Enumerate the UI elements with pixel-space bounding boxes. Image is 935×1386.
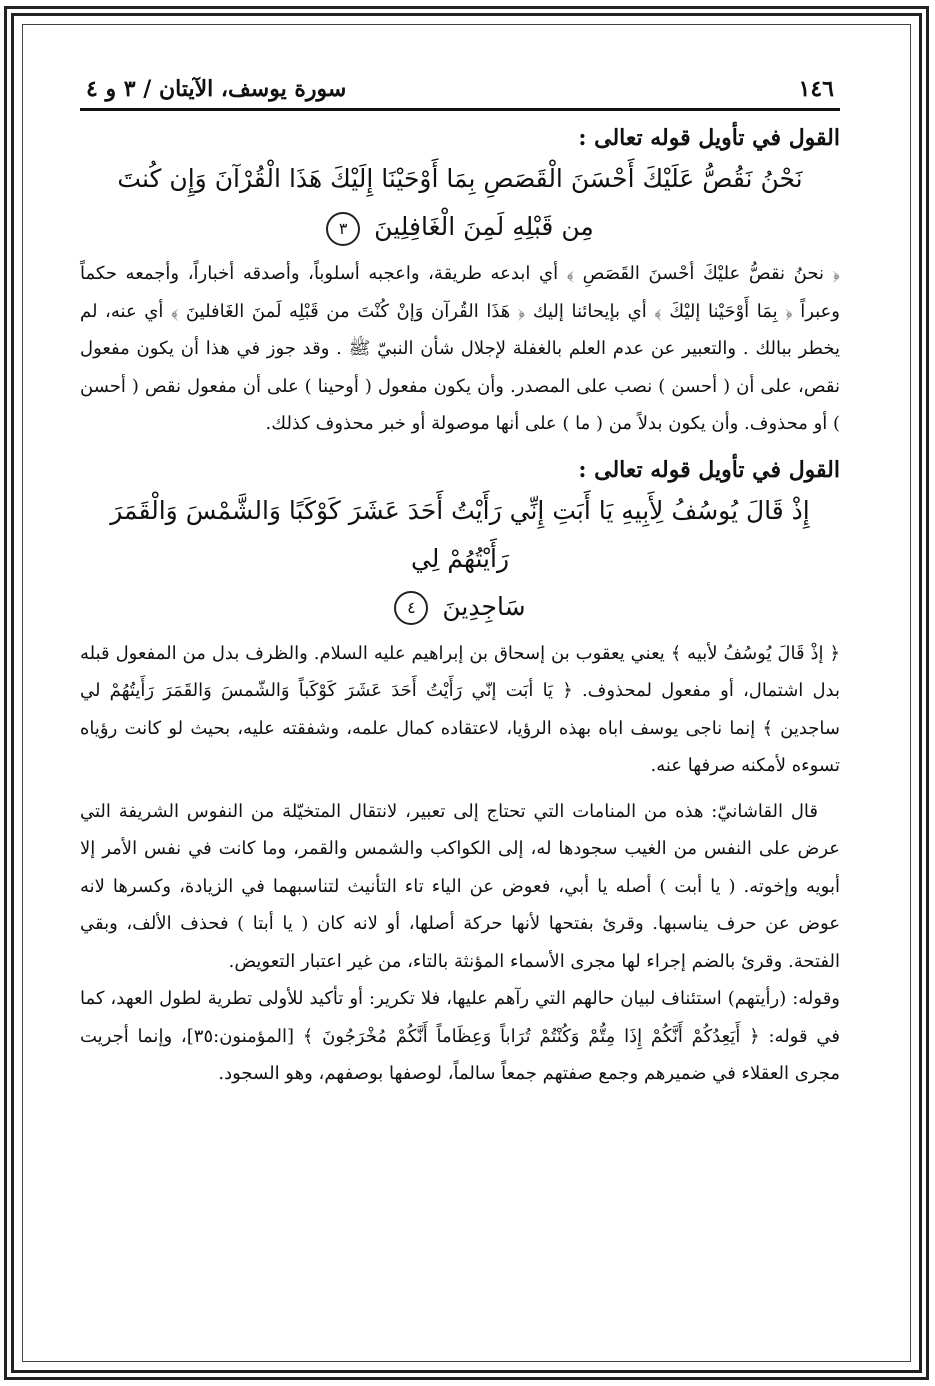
commentary-paragraph-3: قال القاشانيّ: هذه من المنامات التي تحتاج إلى تعبير، لانتقال المتخيّلة من النفوس الشريفة التي عرض على النفس من الغيب سجودها له، إلى الكواكب والشمس والقمر، وما كانت في نفس الأمر إلا أبويه وإخوته. ( يا أبت ) أصله يا أبي، فعوض عن الياء تاء التأنيث لتناسبهما في الزيادة، وكسرها لانه عوض عن حرف يناسبها. وقرئ بفتحها لأنها حركة أصلها، أو لانه كان ( يا أبتا ) فحذف الألف، وبقي الفتحة. وقرئ بالضم إجراء لها مجرى الأسماء المؤنثة بالتاء، من غير اعتبار التعويض.	[80, 800, 840, 972]
verse-number-badge: ٣	[326, 212, 360, 246]
commentary-paragraph-1: ﴿ نحنُ نقصُّ عليْكَ أحْسنَ القَصَصِ ﴾ أي ابدعه طريقة، واعجبه أسلوباً، وأصدقه أخباراً، وأجمعه حكماً وعبراً ﴿ بِمَا أَوْحَيْنا إليْكَ ﴾ أي بإيحائنا إليك ﴿ هَذَا القُرآن وَإنْ كُنْتَ من قَبْلِه لَمنَ الغَافلينَ ﴾ أي عنه، لم يخطر ببالك . والتعبير عن عدم العلم بالغفلة لإجلال شأن النبيّ ﷺ . وقد جوز في هذا أن يكون مفعول نقص، على أن ( أحسن ) نصب على المصدر. وأن يكون مفعول ( أوحينا ) على أن مفعول نقص ( أحسن ) أو محذوف. وأن يكون بدلاً من ( ما ) على أنها موصولة أو خبر محذوف كذلك.	[80, 263, 840, 434]
quran-verse-4	[80, 487, 840, 631]
chapter-title: سورة يوسف، الآيتان / ٣ و ٤	[86, 76, 347, 102]
verse-3-line-2	[80, 203, 840, 251]
page-number: ١٤٦	[798, 76, 834, 102]
verse-3-line-2-text: مِن قَبْلِهِ لَمِنَ الْغَافِلِينَ	[374, 212, 594, 241]
verse-4-line-2-text: سَاجِدِينَ	[442, 591, 526, 621]
quran-verse-3	[80, 155, 840, 251]
section-heading-2: القول في تأويل قوله تعالى :	[578, 456, 840, 483]
verse-3-line-1: نَحْنُ نَقُصُّ عَلَيْكَ أَحْسَنَ الْقَصَصِ بِمَا أَوْحَيْنَا إِلَيْكَ هَذَا الْقُرْآنَ وَإِن كُنتَ	[117, 164, 803, 193]
verse-4-line-2	[80, 583, 840, 631]
section-heading-1: القول في تأويل قوله تعالى :	[578, 125, 840, 151]
page-content	[80, 66, 840, 1326]
verse-number-badge: ٤	[394, 591, 428, 625]
page-header	[80, 66, 840, 111]
verse-4-line-1: إِذْ قَالَ يُوسُفُ لِأَبِيهِ يَا أَبَتِ إِنِّي رَأَيْتُ أَحَدَ عَشَرَ كَوْكَبًا وَالشَّمْسَ وَالْقَمَرَ رَأَيْتُهُمْ لِي	[110, 495, 810, 573]
commentary-paragraph-2: ﴿ إذْ قَالَ يُوسُفُ لأبيه ﴾ يعني يعقوب بن إسحاق بن إبراهيم عليه السلام. والظرف بدل من المفعول قبله بدل اشتمال، أو مفعول لمحذوف. ﴿ يَا أبَت إنّي رَأَيْتُ أَحَدَ عَشَرَ كَوْكَباً وَالشّمسَ وَالقَمَرَ رَأَيتُهُمْ لي ساجدين ﴾ إنما ناجى يوسف اباه بهذه الرؤيا، لاعتقاده كمال علمه، وشفقته عليه، بحيث لو كانت رؤياه تسوءه لأمكنه صرفها عنه.	[80, 642, 840, 776]
commentary-paragraph-4: وقوله: (رأيتهم) استئناف لبيان حالهم التي رآهم عليها، فلا تكرير: أو تأكيد للأولى تطرية لطول العهد، كما في قوله: ﴿ أَيَعِدُكُمْ أَنَّكُمْ إِذَا مِتُّمْ وَكُنْتُمْ تُرَاباً وَعِظَاماً أَنَّكُمْ مُخْرَجُونَ ﴾ [المؤمنون:٣٥]، وإنما أجريت مجرى العقلاء في ضميرهم وجمع صفتهم جمعاً سالماً، لوصفها بوصفهم، وهو السجود.	[80, 988, 840, 1084]
